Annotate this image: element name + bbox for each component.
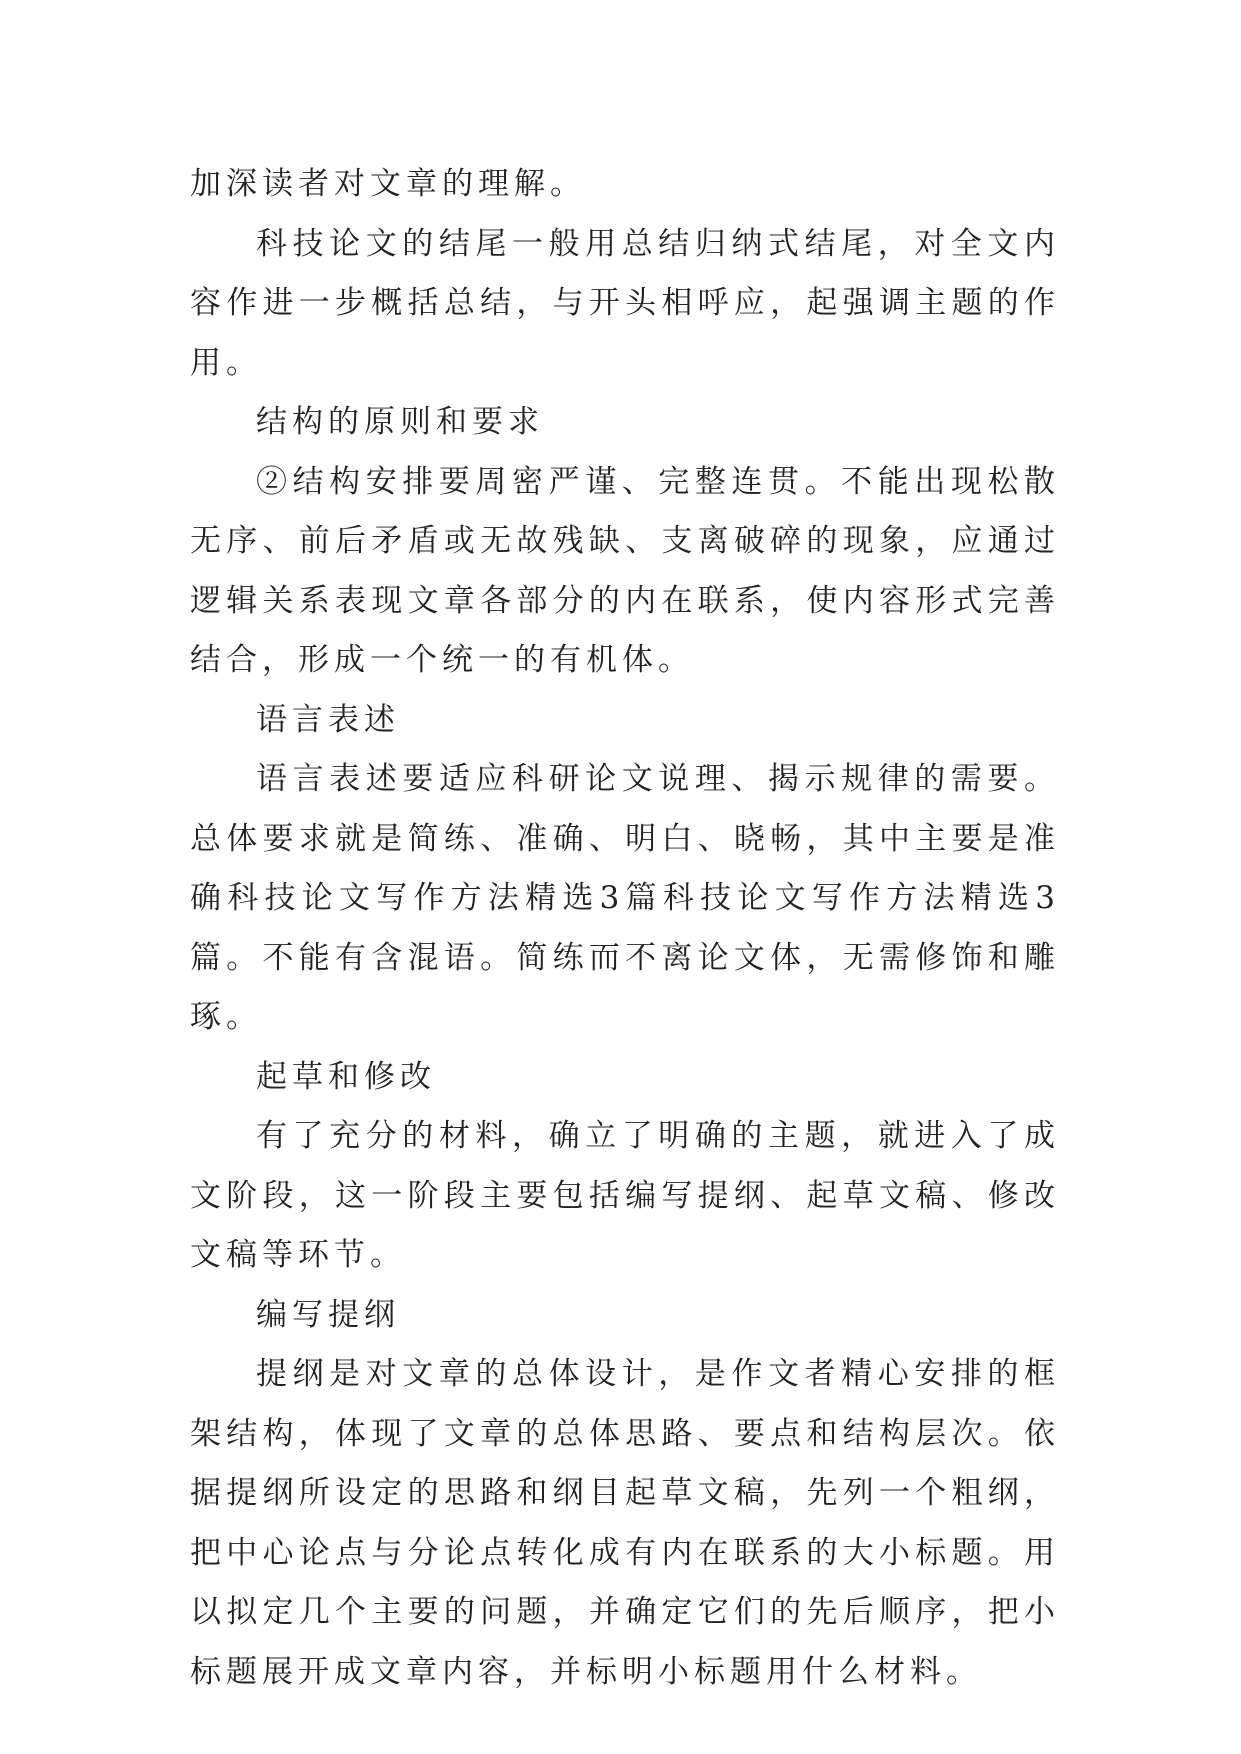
paragraph-continuation: 加深读者对文章的理解。 [190,166,586,202]
heading-drafting: 起草和修改 [256,1058,436,1095]
paragraph-drafting: 有了充分的材料，确立了明确的主题，就进入了成文阶段，这一阶段主要包括编写提纲、起草文稿、修改文稿等环节。 [190,1118,1060,1273]
paragraph-structure: ②结构安排要周密严谨、完整连贯。不能出现松散无序、前后矛盾或无故残缺、支离破碎的现象，应通过逻辑关系表现文章各部分的内在联系，使内容形式完善结合，形成一个统一的有机体。 [190,463,1060,678]
paragraph-outline: 提纲是对文章的总体设计，是作文者精心安排的框架结构，体现了文章的总体思路、要点和结构层次。依据提纲所设定的思路和纲目起草文稿，先列一个粗纲，把中心论点与分论点转化成有内在联系的大小标题。用以拟定几个主要的问题，并确定它们的先后顺序，把小标题展开成文章内容，并标明小标题用什么材料。 [190,1356,1060,1690]
heading-language: 语言表述 [256,701,400,738]
heading-outline: 编写提纲 [256,1296,400,1333]
paragraph-language: 语言表述要适应科研论文说理、揭示规律的需要。总体要求就是简练、准确、明白、晓畅，其中主要是准确科技论文写作方法精选3篇科技论文写作方法精选3篇。不能有含混语。简练而不离论文体，无需修饰和雕琢。 [190,761,1060,1035]
heading-structure-principles: 结构的原则和要求 [256,404,544,440]
document-body [190,155,1060,1702]
paragraph-conclusion: 科技论文的结尾一般用总结归纳式结尾，对全文内容作进一步概括总结，与开头相呼应，起强调主题的作用。 [190,225,1060,381]
